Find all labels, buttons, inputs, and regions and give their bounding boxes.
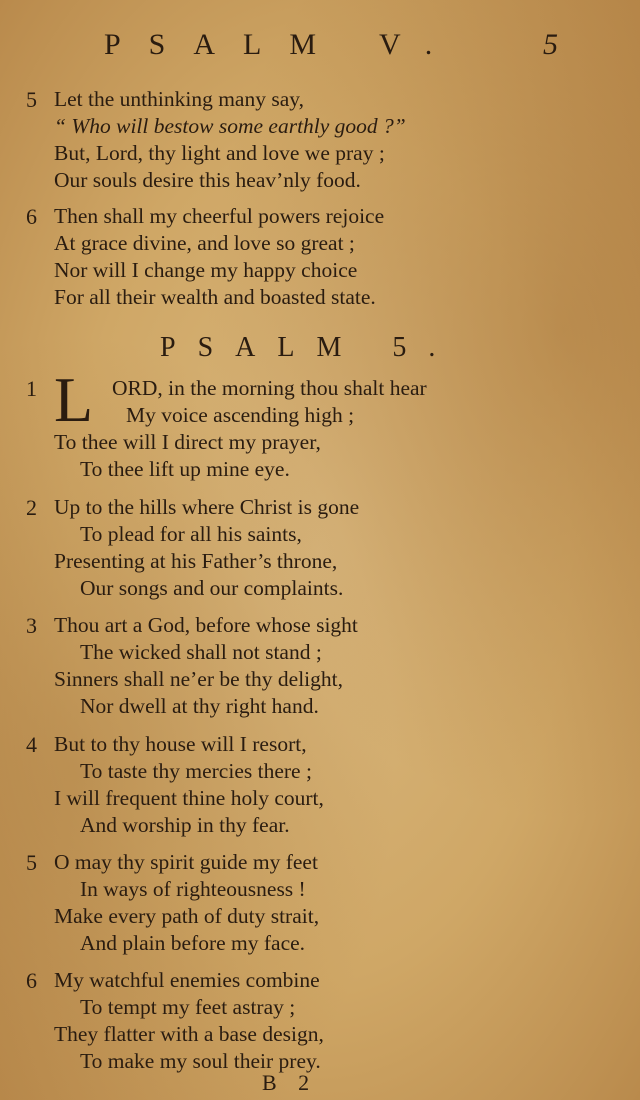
stanza-number: 6 <box>26 204 37 229</box>
verse-line: To plead for all his saints, <box>80 522 302 546</box>
verse-line: I will frequent thine holy court, <box>54 786 324 810</box>
verse-line: In ways of righteousness ! <box>80 877 306 901</box>
verse-line: Let the unthinking many say, <box>54 87 304 111</box>
verse-line: To make my soul their prey. <box>80 1049 321 1073</box>
stanza-number: 5 <box>26 87 37 112</box>
stanza-number: 3 <box>26 613 37 638</box>
stanza-number: 4 <box>26 732 37 757</box>
verse-line: To thee lift up mine eye. <box>80 457 290 481</box>
verse-line: The wicked shall not stand ; <box>80 640 322 664</box>
verse-line: They flatter with a base design, <box>54 1022 324 1046</box>
verse-line: Make every path of duty strait, <box>54 904 320 928</box>
verse-line: To tempt my feet astray ; <box>80 995 296 1019</box>
stanza-number: 1 <box>26 376 37 401</box>
verse-line: Our souls desire this heav’nly food. <box>54 168 361 192</box>
running-title: PSALM V. <box>104 28 461 61</box>
verse-line: To thee will I direct my prayer, <box>54 430 321 454</box>
verse-line: ORD, in the morning thou shalt hear <box>112 376 427 400</box>
verse-line: Nor will I change my happy choice <box>54 258 358 282</box>
verse-line: My voice ascending high ; <box>126 403 355 427</box>
running-header <box>0 28 640 72</box>
verse-line: And worship in thy fear. <box>80 813 290 837</box>
verse-line: At grace divine, and love so great ; <box>54 231 355 255</box>
verse-line: “ Who will bestow some earthly good ?” <box>54 114 406 138</box>
signature-mark: B 2 <box>262 1070 318 1095</box>
verse-line: Nor dwell at thy right hand. <box>80 694 319 718</box>
stanza-number: 6 <box>26 968 37 993</box>
verse-line: Up to the hills where Christ is gone <box>54 495 360 519</box>
verse-line: Presenting at his Father’s throne, <box>54 549 338 573</box>
verse-line: And plain before my face. <box>80 931 306 955</box>
psalm-title: PSALM 5. <box>160 332 458 363</box>
verse-line: Our songs and our complaints. <box>80 576 344 600</box>
verse-line: My watchful enemies combine <box>54 968 320 992</box>
verse-line: Thou art a God, before whose sight <box>54 613 358 637</box>
verse-line: Sinners shall ne’er be thy delight, <box>54 667 343 691</box>
verse-line: For all their wealth and boasted state. <box>54 285 376 309</box>
verse-line: To taste thy mercies there ; <box>80 759 312 783</box>
verse-line: But to thy house will I resort, <box>54 732 307 756</box>
stanza-number: 2 <box>26 495 37 520</box>
verse-line: O may thy spirit guide my feet <box>54 850 318 874</box>
verse-line: Then shall my cheerful powers rejoice <box>54 204 385 228</box>
page-number: 5 <box>543 28 558 61</box>
drop-cap: L <box>54 364 94 435</box>
verse-line: But, Lord, thy light and love we pray ; <box>54 141 385 165</box>
stanza-number: 5 <box>26 850 37 875</box>
